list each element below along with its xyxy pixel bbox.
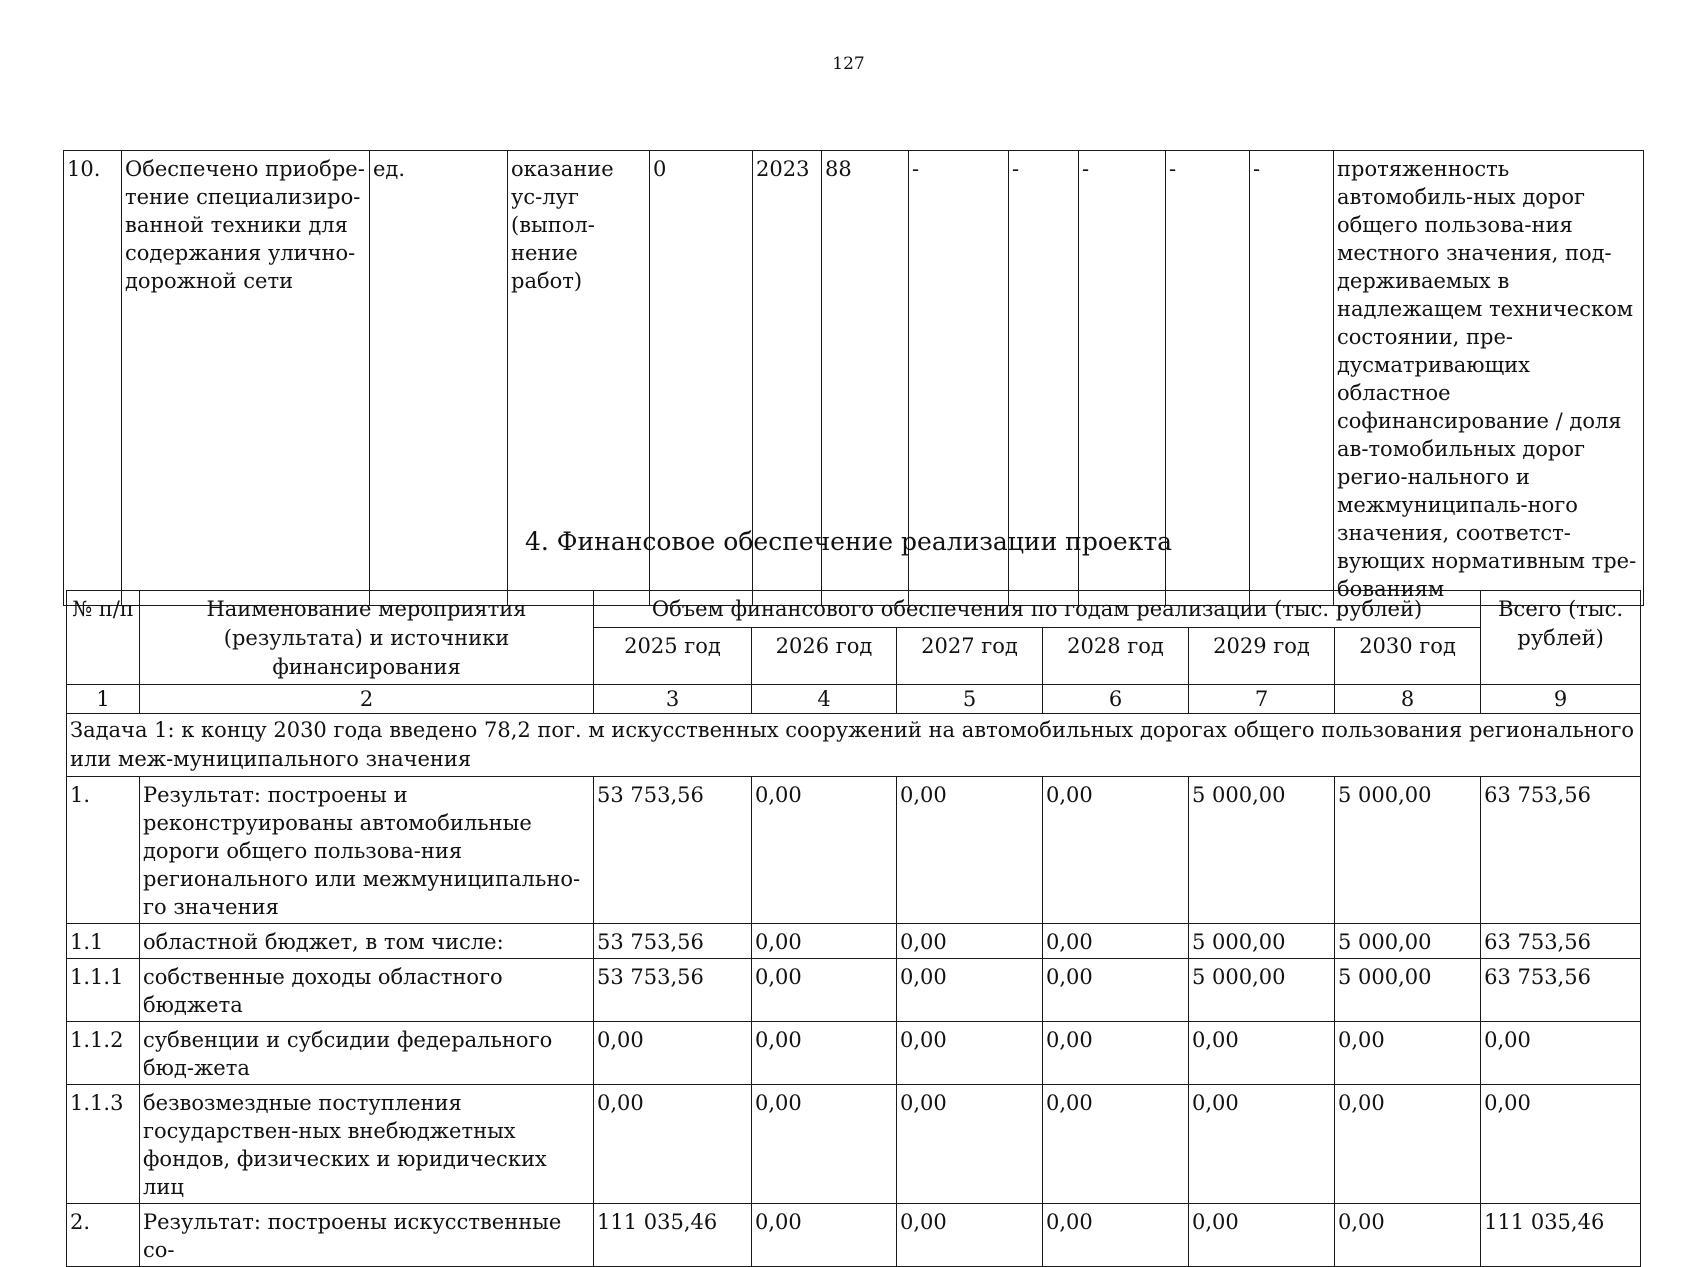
column-number: 6: [1043, 685, 1189, 714]
dash-cell: -: [1009, 151, 1079, 606]
header-total: Всего (тыс. рублей): [1481, 591, 1641, 685]
value-cell: 63 753,56: [1481, 777, 1641, 924]
value-cell: 0,00: [1043, 959, 1189, 1022]
dash-cell: -: [1250, 151, 1334, 606]
row-number: 1.1: [67, 924, 140, 959]
table-row: [67, 777, 1641, 924]
value-cell: 5 000,00: [1335, 924, 1481, 959]
base-year-cell: 2023: [753, 151, 822, 606]
header-group: Объем финансового обеспечения по годам реализации (тыс. рублей): [594, 591, 1481, 628]
header-year: 2030 год: [1335, 628, 1481, 685]
value-cell: 0,00: [1335, 1022, 1481, 1085]
dash-cell: -: [1166, 151, 1250, 606]
section-title: 4. Финансовое обеспечение реализации проекта: [524, 527, 1173, 556]
row-name: собственные доходы областного бюджета: [140, 959, 594, 1022]
header-year: 2029 год: [1189, 628, 1335, 685]
column-number: 4: [752, 685, 897, 714]
value-cell: 0,00: [1335, 1204, 1481, 1267]
value-cell: 0,00: [1189, 1085, 1335, 1204]
value-cell: 5 000,00: [1189, 924, 1335, 959]
value-cell: 0,00: [1043, 1204, 1189, 1267]
column-number: 1: [67, 685, 140, 714]
row-number: 1.1.1: [67, 959, 140, 1022]
column-number: 5: [897, 685, 1043, 714]
value-2025-cell: 88: [822, 151, 909, 606]
row-number: 10.: [64, 151, 122, 606]
value-cell: 0,00: [752, 1022, 897, 1085]
column-number-row: [67, 685, 1641, 714]
type-cell: оказание ус-луг (выпол-нение работ): [508, 151, 650, 606]
row-name: субвенции и субсидии федерального бюд-жета: [140, 1022, 594, 1085]
value-cell: 0,00: [897, 1085, 1043, 1204]
value-cell: 53 753,56: [594, 777, 752, 924]
table-row: [67, 1204, 1641, 1267]
result-name: Обеспечено приобре-тение специализиро-ванной техники для содержания улично-дорожной сети: [122, 151, 370, 606]
dash-cell: -: [1079, 151, 1166, 606]
value-cell: 0,00: [1335, 1085, 1481, 1204]
table-row: [67, 1085, 1641, 1204]
column-number: 8: [1335, 685, 1481, 714]
column-number: 3: [594, 685, 752, 714]
value-cell: 0,00: [897, 777, 1043, 924]
table-row: [67, 924, 1641, 959]
task-text: Задача 1: к концу 2030 года введено 78,2 пог. м искусственных сооружений на автомобильных дорогах общего пользования регионального или меж-муниципального значения: [67, 714, 1641, 777]
column-number: 7: [1189, 685, 1335, 714]
value-cell: 0,00: [1043, 1085, 1189, 1204]
value-cell: 0,00: [752, 1204, 897, 1267]
value-cell: 5 000,00: [1189, 959, 1335, 1022]
table-row: [67, 1022, 1641, 1085]
value-cell: 53 753,56: [594, 959, 752, 1022]
value-cell: 0,00: [1043, 1022, 1189, 1085]
base-value-cell: 0: [650, 151, 753, 606]
value-cell: 5 000,00: [1335, 959, 1481, 1022]
value-cell: 5 000,00: [1189, 777, 1335, 924]
value-cell: 0,00: [752, 959, 897, 1022]
value-cell: 0,00: [594, 1085, 752, 1204]
value-cell: 0,00: [897, 959, 1043, 1022]
indicator-cell: протяженность автомобиль-ных дорог общего пользова-ния местного значения, под-держиваемых в надлежащем техническом состоянии, пре-дусматривающих областное софинансирование / доля ав-томобильных дорог регио-нального и межмуниципаль-ного значения, соответст-вующих нормативным тре-бованиям: [1334, 151, 1644, 606]
value-cell: 0,00: [1189, 1022, 1335, 1085]
header-row: [67, 591, 1641, 628]
value-cell: 111 035,46: [594, 1204, 752, 1267]
value-cell: 0,00: [1043, 777, 1189, 924]
header-year: 2028 год: [1043, 628, 1189, 685]
header-year: 2027 год: [897, 628, 1043, 685]
value-cell: 0,00: [897, 1204, 1043, 1267]
row-number: 1.1.2: [67, 1022, 140, 1085]
value-cell: 0,00: [1481, 1085, 1641, 1204]
row-name: Результат: построены и реконструированы автомобильные дороги общего пользова-ния регионального или межмуниципально-го значения: [140, 777, 594, 924]
task-row: [67, 714, 1641, 777]
dash-cell: -: [909, 151, 1009, 606]
value-cell: 53 753,56: [594, 924, 752, 959]
unit-cell: ед.: [370, 151, 508, 606]
value-cell: 0,00: [897, 924, 1043, 959]
value-cell: 0,00: [1043, 924, 1189, 959]
row-number: 1.: [67, 777, 140, 924]
table-row: [67, 959, 1641, 1022]
value-cell: 0,00: [752, 924, 897, 959]
value-cell: 63 753,56: [1481, 959, 1641, 1022]
row-number: 1.1.3: [67, 1085, 140, 1204]
value-cell: 0,00: [752, 777, 897, 924]
header-year: 2025 год: [594, 628, 752, 685]
value-cell: 0,00: [897, 1022, 1043, 1085]
finance-table: [66, 590, 1641, 1267]
header-year: 2026 год: [752, 628, 897, 685]
column-number: 2: [140, 685, 594, 714]
header-no: № п/п: [67, 591, 140, 685]
row-number: 2.: [67, 1204, 140, 1267]
row-name: безвозмездные поступления государствен-ных внебюджетных фондов, физических и юридических лиц: [140, 1085, 594, 1204]
value-cell: 0,00: [594, 1022, 752, 1085]
value-cell: 111 035,46: [1481, 1204, 1641, 1267]
value-cell: 0,00: [1189, 1204, 1335, 1267]
column-number: 9: [1481, 685, 1641, 714]
page-number: 127: [832, 54, 865, 74]
value-cell: 5 000,00: [1335, 777, 1481, 924]
row-name: Результат: построены искусственные со-: [140, 1204, 594, 1267]
value-cell: 0,00: [752, 1085, 897, 1204]
value-cell: 63 753,56: [1481, 924, 1641, 959]
value-cell: 0,00: [1481, 1022, 1641, 1085]
header-name: Наименование мероприятия (результата) и источники финансирования: [140, 591, 594, 685]
row-name: областной бюджет, в том числе:: [140, 924, 594, 959]
